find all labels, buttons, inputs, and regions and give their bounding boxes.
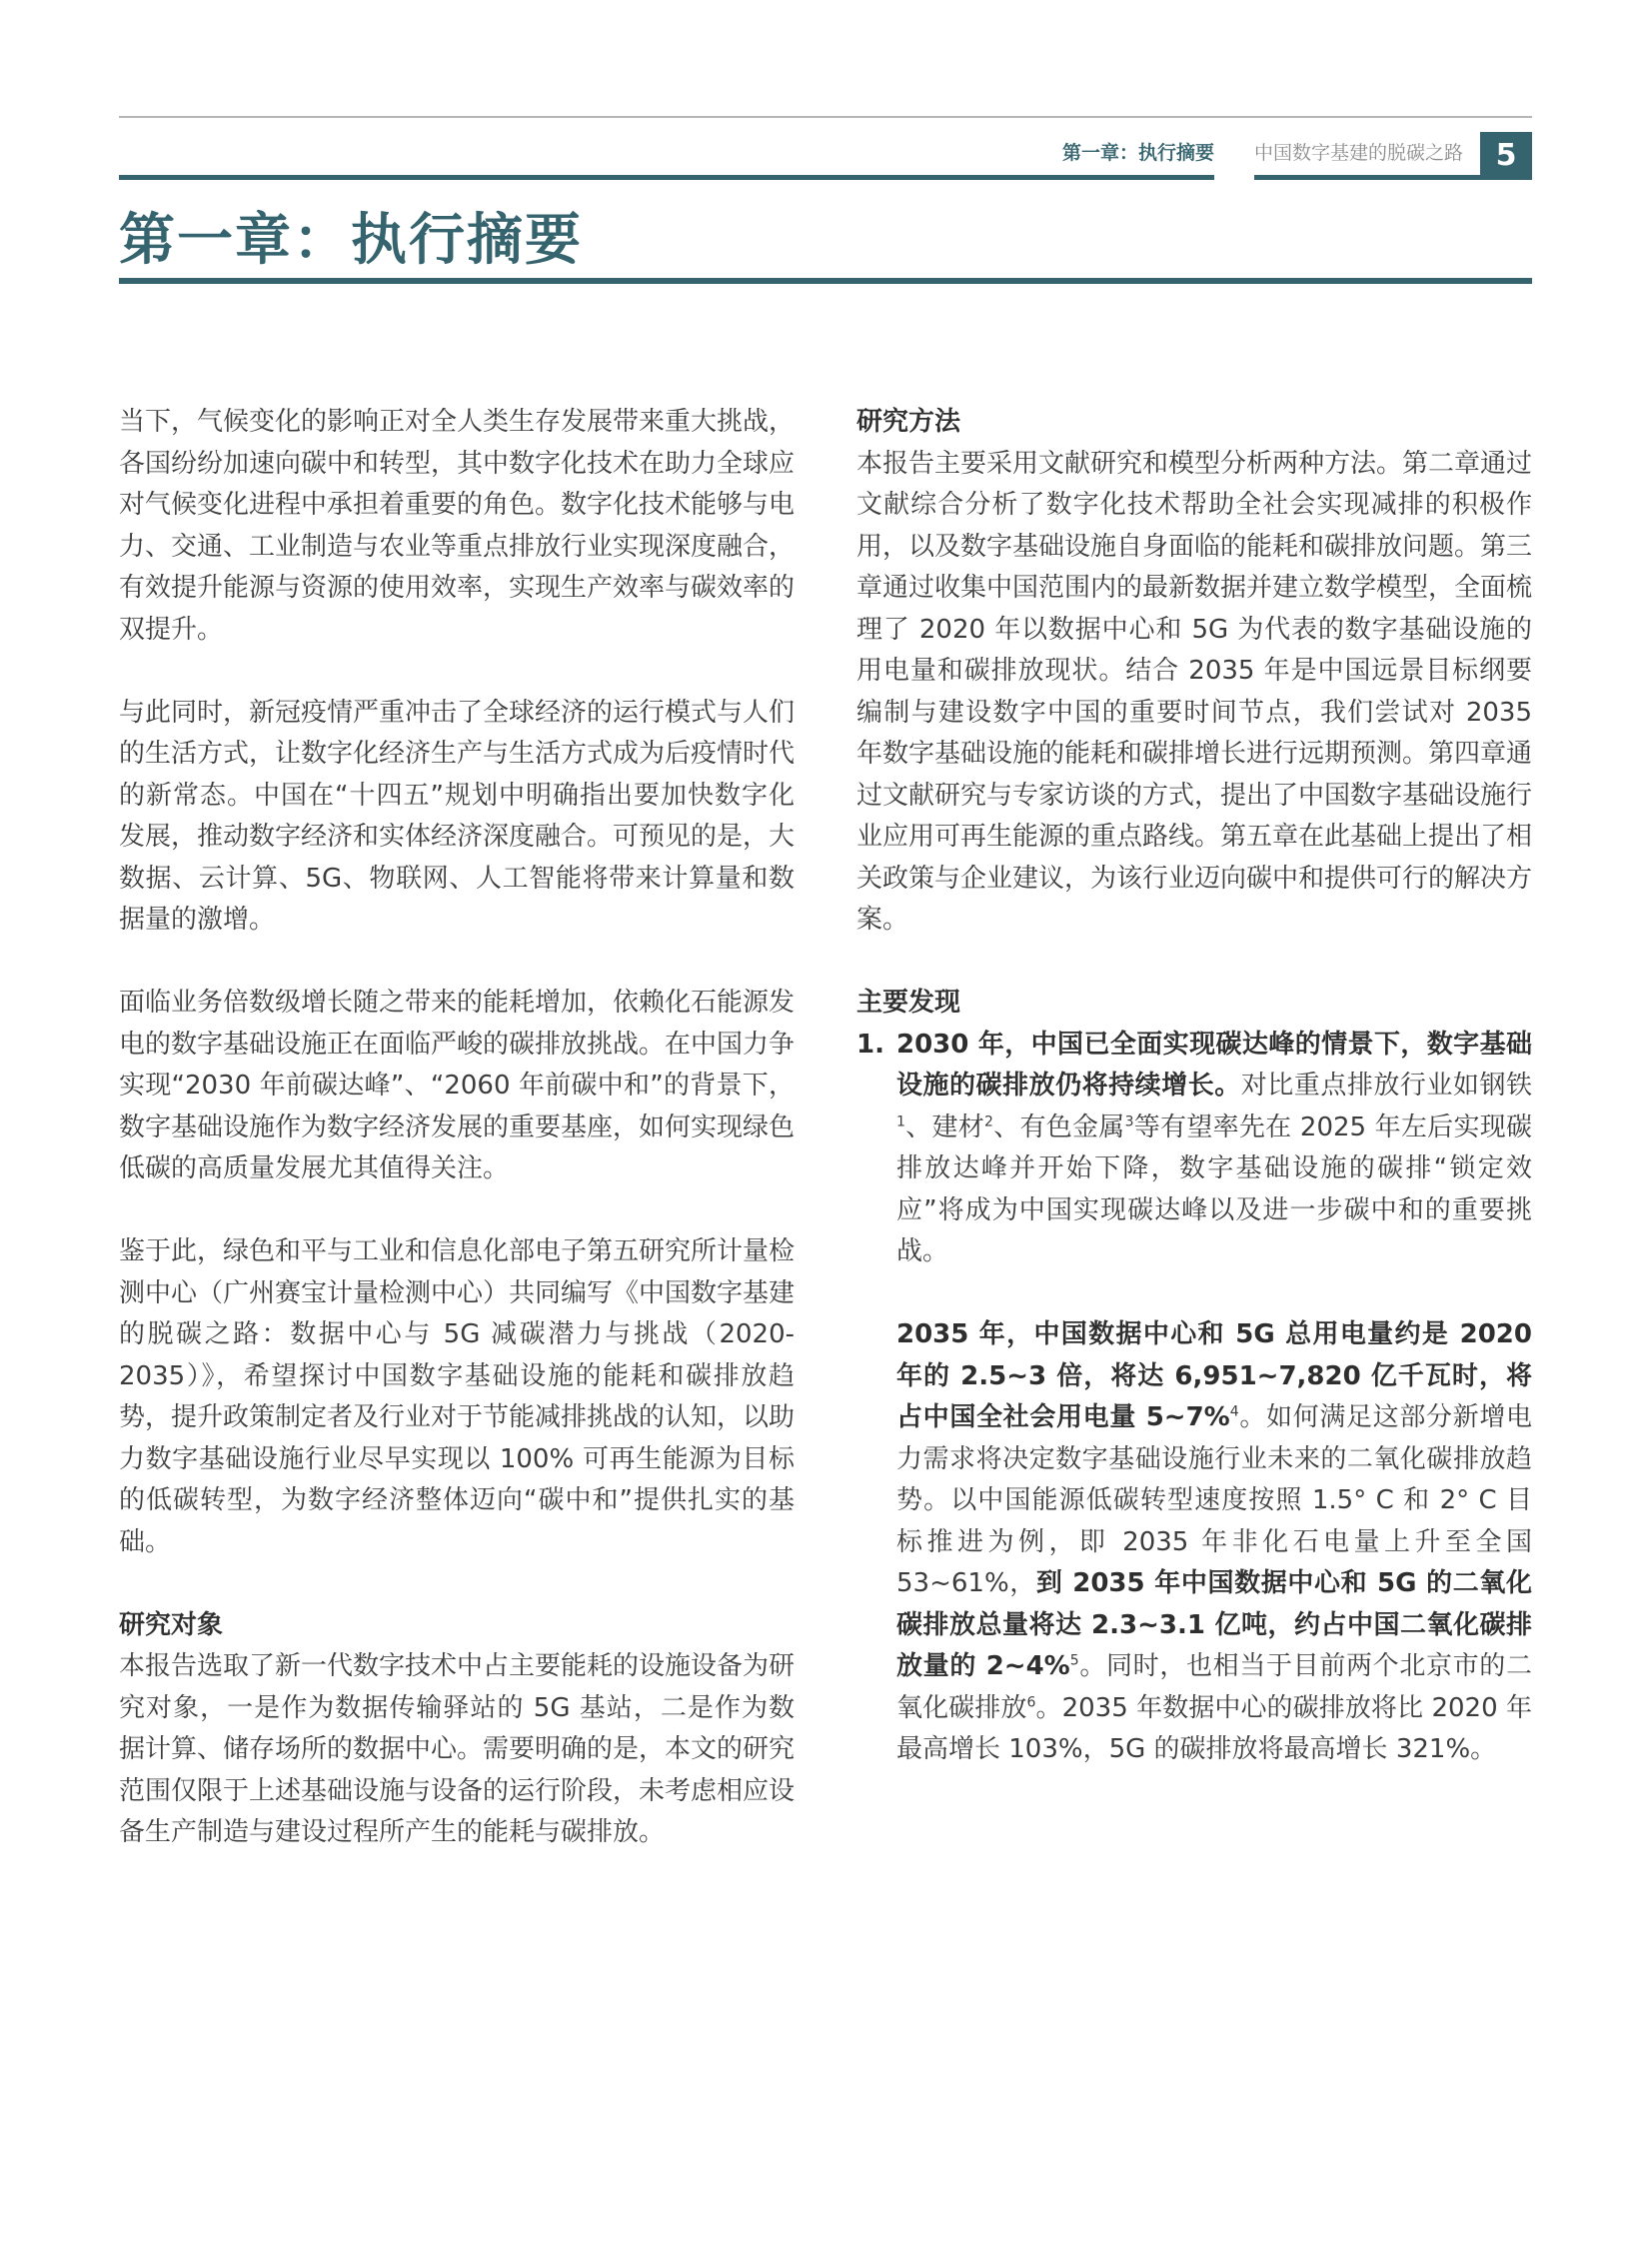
paragraph: 当下，气候变化的影响正对全人类生存发展带来重大挑战，各国纷纷加速向碳中和转型，其中数字化技术在助力全球应对气候变化进程中承担着重要的角色。数字化技术能够与电力、交通、工业制造与农业等重点排放行业实现深度融合，有效提升能源与资源的使用效率，实现生产效率与碳效率的双提升。 — [119, 407, 796, 645]
footnote-ref[interactable]: 6 — [1026, 1693, 1036, 1710]
page-title: 第一章：执行摘要 — [119, 208, 583, 273]
paragraph: 面临业务倍数级增长随之带来的能耗增加，依赖化石能源发电的数字基础设施正在面临严峻的碳排放挑战。在中国力争实现“2030 年前碳达峰”、“2060 年前碳中和”的背景下，数字基础设施作为数字经济发展的重要基座，如何实现绿色低碳的高质量发展尤其值得关注。 — [119, 988, 796, 1183]
header-chapter-rule — [119, 175, 1214, 180]
paragraph: 与此同时，新冠疫情严重冲击了全球经济的运行模式与人们的生活方式，让数字化经济生产与生活方式成为后疫情时代的新常态。中国在“十四五”规划中明确指出要加快数字化发展，推动数字经济和实体经济深度融合。可预见的是，大数据、云计算、5G、物联网、人工智能将带来计算量和数据量的激增。 — [119, 697, 796, 935]
left-column — [119, 402, 795, 1895]
running-header-chapter: 第一章：执行摘要 — [1061, 142, 1214, 164]
running-header-book-title: 中国数字基建的脱碳之路 — [1254, 142, 1464, 164]
section-heading-method: 研究方法 — [856, 407, 961, 437]
title-rule — [119, 278, 1532, 284]
footnote-ref[interactable]: 1 — [896, 1113, 905, 1129]
text: 。2035 年数据中心的碳排放将比 2020 年最高增长 103%，5G 的碳排放将最高增长 321%。 — [896, 1692, 1532, 1764]
text: 、建材 — [904, 1112, 985, 1142]
paragraph: 鉴于此，绿色和平与工业和信息化部电子第五研究所计量检测中心（广州赛宝计量检测中心）共同编写《中国数字基建的脱碳之路：数据中心与 5G 减碳潜力与挑战（2020-2035）》，希望探讨中国数字基础设施的能耗和碳排放趋势，提升政策制定者及行业对于节能减排挑战的认知，以助力数字基础设施行业尽早实现以 100% 可再生能源为目标的低碳转型，为数字经济整体迈向“碳中和”提供扎实的基础。 — [119, 1236, 796, 1557]
footnote-ref[interactable]: 3 — [1124, 1113, 1134, 1129]
section-heading-findings: 主要发现 — [856, 988, 961, 1018]
paragraph: 本报告主要采用文献研究和模型分析两种方法。第二章通过文献综合分析了数字化技术帮助全社会实现减排的积极作用，以及数字基础设施自身面临的能耗和碳排放问题。第三章通过收集中国范围内的最新数据并建立数学模型，全面梳理了 2020 年以数据中心和 5G 为代表的数字基础设施的用电量和碳排放现状。结合 2035 年是中国远景目标纲要编制与建设数字中国的重要时间节点，我们尝试对 2035 年数字基础设施的能耗和碳排增长进行远期预测。第四章通过文献研究与专家访谈的方式，提出了中国数字基础设施行业应用可再生能源的重点路线。第五章在此基础上提出了相关政策与企业建议，为该行业迈向碳中和提供可行的解决方案。 — [856, 448, 1533, 935]
bold-finding: 2035 年，中国数据中心和 5G 总用电量约是 2020 年的 2.5~3 倍，将达 6,951~7,820 亿千瓦时，将占中国全社会用电量 5~7% — [896, 1319, 1532, 1432]
text: 。如何满足这部分新增电力需求将决定数字基础设施行业未来的二氧化碳排放趋势。以中国能源低碳转型速度按照 1.5° C 和 2° C 目标推进为例，即 2035 年非化石电量上升至全国 53~61%， — [896, 1402, 1532, 1598]
list-number: 1. — [856, 1029, 884, 1060]
footnote-ref[interactable]: 5 — [1069, 1652, 1079, 1669]
text: 等有望率先在 2025 年左后实现碳排放达峰并开始下降，数字基础设施的碳排“锁定效应”将成为中国实现碳达峰以及进一步碳中和的重要挑战。 — [896, 1112, 1532, 1266]
text: 对比重点排放行业如钢铁 — [1240, 1071, 1532, 1101]
finding-item-1 — [856, 1025, 1532, 1771]
bold-finding: 2030 年，中国已全面实现碳达峰的情景下，数字基础设施的碳排放仍将持续增长。 — [896, 1029, 1532, 1101]
footnote-ref[interactable]: 4 — [1229, 1403, 1239, 1420]
header-top-rule — [119, 116, 1532, 118]
footnote-ref[interactable]: 2 — [984, 1113, 993, 1129]
text: 、有色金属 — [992, 1112, 1125, 1142]
paragraph: 本报告选取了新一代数字技术中占主要能耗的设施设备为研究对象，一是作为数据传输驿站的 5G 基站，二是作为数据计算、储存场所的数据中心。需要明确的是，本文的研究范围仅限于上述基础设施与设备的运行阶段，未考虑相应设备生产制造与建设过程所产生的能耗与碳排放。 — [119, 1651, 796, 1847]
bold-finding: 到 2035 年中国数据中心和 5G 的二氧化碳排放总量将达 2.3~3.1 亿吨，约占中国二氧化碳排放量的 2~4% — [896, 1568, 1532, 1681]
text: 。同时，也相当于目前两个北京市的二氧化碳排放 — [896, 1651, 1532, 1723]
right-column — [856, 402, 1532, 1812]
page-number: 5 — [1480, 132, 1532, 180]
section-heading-subject: 研究对象 — [119, 1609, 224, 1640]
